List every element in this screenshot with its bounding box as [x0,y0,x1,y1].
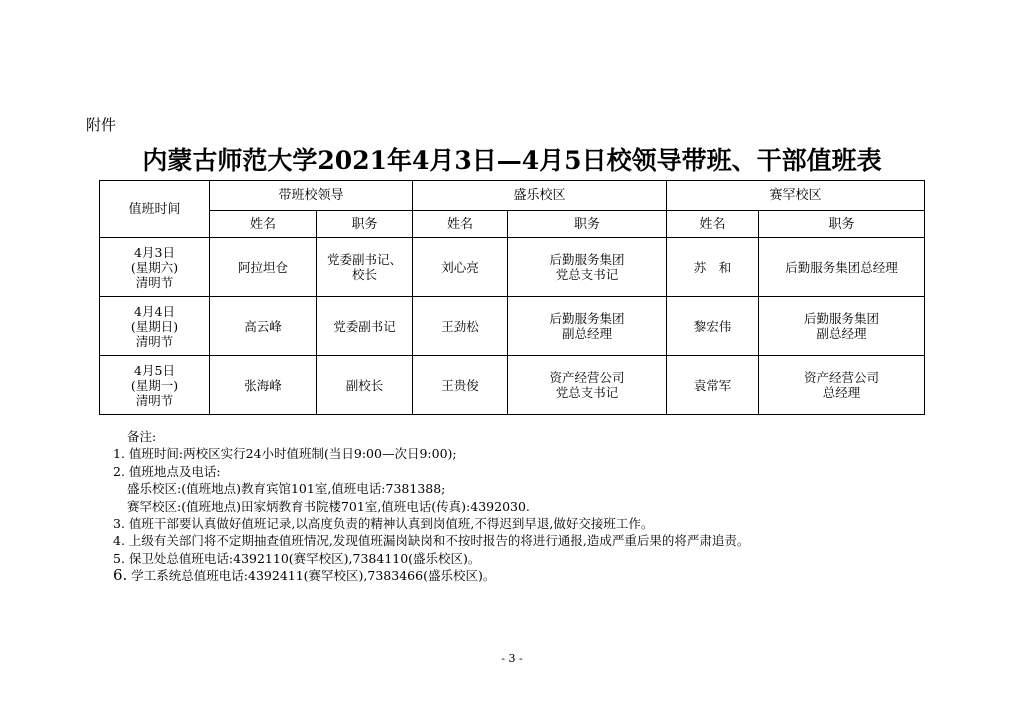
leader-position: 党委副书记 [317,297,413,356]
campus-b-position-cont: 总经理 [822,385,861,400]
table-row [100,238,925,297]
campus-a-position: 后勤服务集团 [549,252,625,267]
campus-b-name: 袁常军 [667,356,759,415]
note-item: 1. 值班时间:两校区实行24小时值班制(当日9:00—次日9:00); [113,446,457,462]
campus-b-position-cell [759,238,925,297]
note-item: 4. 上级有关部门将不定期抽查值班情况,发现值班漏岗缺岗和不按时报告的将进行通报,造成严重后果的将严肃追责。 [113,533,750,549]
note-item: 5. 保卫处总值班电话:4392110(赛罕校区),7384110(盛乐校区)。 [113,550,481,566]
campus-b-position: 后勤服务集团 [804,311,880,326]
duty-holiday: 清明节 [135,274,174,290]
campus-a-position-cont: 党总支书记 [555,267,619,282]
leader-name: 高云峰 [210,297,317,356]
header-campus-b-name: 姓名 [667,211,759,238]
duty-holiday: 清明节 [135,333,174,349]
header-campus-b: 赛罕校区 [667,181,925,211]
leader-position-cell [317,238,413,297]
header-campus-b-position: 职务 [759,211,925,238]
campus-a-position-cell [508,297,667,356]
campus-a-name: 王贵俊 [413,356,508,415]
note-item: 2. 值班地点及电话: [113,463,221,479]
document-title: 内蒙古师范大学2021年4月3日—4月5日校领导带班、干部值班表 [142,146,882,175]
campus-a-name: 王劲松 [413,297,508,356]
notes-section [113,428,749,585]
campus-a-position-cont: 副总经理 [562,326,613,341]
campus-b-position-cont: 副总经理 [816,326,867,341]
note-text: 学工系统总值班电话:4392411(赛罕校区),7383466(盛乐校区)。 [131,568,496,584]
header-duty-time: 值班时间 [100,181,210,238]
table-row [100,297,925,356]
duty-date-cell [100,238,210,297]
campus-b-position-cell [759,297,925,356]
duty-weekday: (星期六) [130,259,179,275]
header-leader-position: 职务 [317,211,413,238]
table-header-row [100,181,925,211]
leader-position-cont: 校长 [352,267,378,282]
notes-heading: 备注: [127,429,157,444]
campus-b-name: 苏 和 [667,238,759,297]
attachment-label: 附件 [86,116,117,134]
duty-weekday: (星期日) [130,318,179,334]
duty-date: 4月3日 [134,244,175,260]
leader-position: 副校长 [317,356,413,415]
duty-date-cell [100,356,210,415]
table-subheader-row [100,211,925,238]
campus-b-position: 后勤服务集团总经理 [785,259,898,275]
note-item: 3. 值班干部要认真做好值班记录,以高度负责的精神认真到岗值班,不得迟到早退,做好交接班工作。 [113,516,654,532]
campus-b-name: 黎宏伟 [667,297,759,356]
note-subitem: 赛罕校区:(值班地点)田家炳教育书院楼701室,值班电话(传真):4392030. [127,498,530,514]
header-leader-group: 带班校领导 [210,181,413,211]
page-number: - 3 - [501,652,523,665]
campus-a-position: 资产经营公司 [549,370,625,385]
campus-a-position: 后勤服务集团 [549,311,625,326]
campus-a-name: 刘心亮 [413,238,508,297]
note-item [113,567,749,584]
note-number: 6. [113,566,128,585]
duty-schedule-table [99,180,925,415]
leader-name: 张海峰 [210,356,317,415]
campus-a-position-cell [508,356,667,415]
duty-date: 4月5日 [134,362,175,378]
note-subitem: 盛乐校区:(值班地点)教育宾馆101室,值班电话:7381388; [127,481,446,497]
header-campus-a-position: 职务 [508,211,667,238]
campus-b-position: 资产经营公司 [804,370,880,385]
campus-a-position-cell [508,238,667,297]
duty-holiday: 清明节 [135,392,174,408]
header-campus-a: 盛乐校区 [413,181,667,211]
duty-date: 4月4日 [134,303,175,319]
campus-b-position-cell [759,356,925,415]
header-campus-a-name: 姓名 [413,211,508,238]
duty-date-cell [100,297,210,356]
header-leader-name: 姓名 [210,211,317,238]
duty-weekday: (星期一) [130,377,179,393]
campus-a-position-cont: 党总支书记 [555,385,619,400]
table-row [100,356,925,415]
leader-name: 阿拉坦仓 [210,238,317,297]
leader-position: 党委副书记、 [327,252,403,267]
